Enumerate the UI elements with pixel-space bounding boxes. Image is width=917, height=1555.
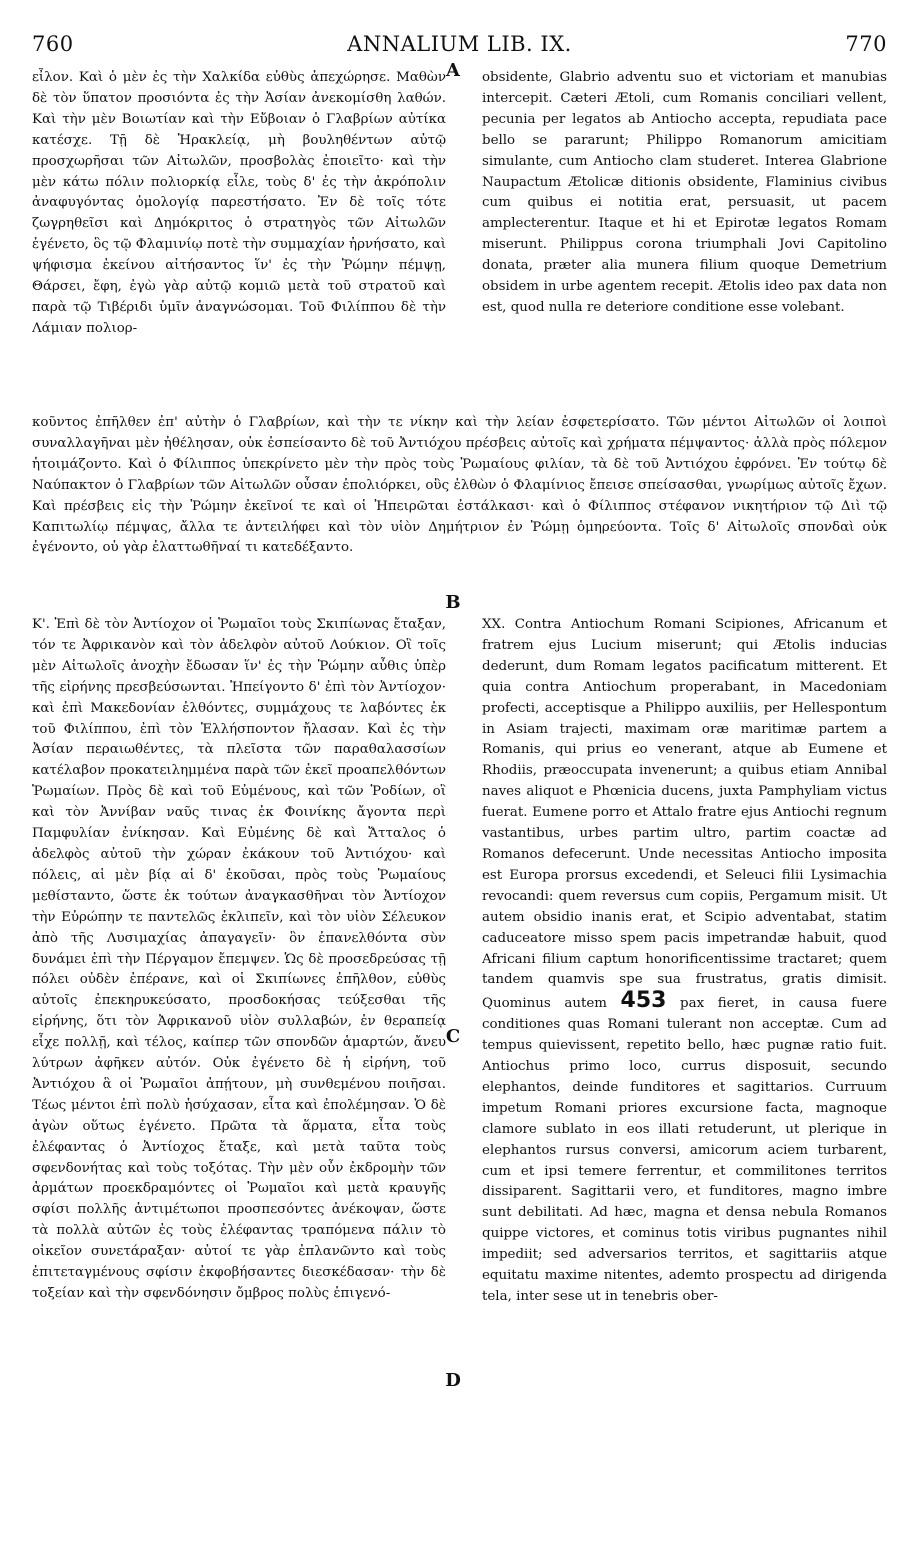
margin-letter-d: D — [445, 1370, 461, 1391]
page-number-right: 770 — [845, 32, 887, 56]
side-page-number: 453 — [620, 988, 667, 1014]
latin-paragraph: obsidente, Glabrio adventu suo et victoriam et manubias intercepit. Cæteri Ætoli, cum Romanis conciliari vellent, pecunia per legatos ab Antiocho accepta, repudiata pace bello se pararunt; Philippo Romanorum amicitiam simulante, cum Antiocho clam studeret. Interea Glabrione Naupactum Ætolicæ ditionis obsidente, Flaminius civibus cum quibus ei notitia erat, persuasit, ut pacem amplecterentur. Itaque et hi et Epirotæ legatos Romam miserunt. Philippus corona triumphali Jovi Capitolino donata, præter alia munera filium quoque Demetrium obsidem in urbe agentem recepit. Ætolis ideo pax data non est, quod nulla re deteriore conditione esse volebant. — [482, 70, 887, 315]
margin-letter-a: A — [446, 60, 460, 81]
latin-column-bottom — [482, 615, 887, 1555]
latin-chapter-20-part-a: XX. Contra Antiochum Romani Scipiones, Africanum et fratrem ejus Lucium miserunt; qui Ætolis inducias dederunt, dum Romam legatos pacificatum mitterent. Et quia contra Antiochum properabant, in Macedoniam profecti, acceptisque a Philippo auxiliis, per Hellespontum in Asiam trajecti, maximam oræ maritimæ partem a Romanis, qui prius eo venerant, atque ab Eumene et Rhodiis, præoccupata invenerunt; a quibus etiam Annibal naves aliquot e Phœnicia ducens, juxta Pamphyliam victus fuerat. Eumene porro et Attalo fratre ejus Antiochi regnum vastantibus, urbes partim ultro, partim coactæ ad Romanos defecerunt. Unde necessitas Antiocho imposita est Europa prorsus excedendi, et Seleuci filii Lysimachia revocandi: quem reversus cum copiis, Pergamum misit. Ut autem obsidio inanis erat, et Scipio adventabat, statim caduceatore misso spem pacis impetrandæ habuit, quod Africani filium captum honorificentissime tractaret; quem tandem quamvis spe sua frustratus, gratis dimisit. Quominus autem — [482, 617, 887, 1012]
greek-paragraph: εἶλον. Καὶ ὁ μὲν ἐς τὴν Χαλκίδα εὐθὺς ἀπεχώρησε. Μαθὼν δὲ τὸν ὕπατον προσιόντα ἐς τὴν Ἀσίαν ἀνεκομίσθη λαθών. Καὶ τὴν μὲν Βοιωτίαν καὶ τὴν Εὔβοιαν ὁ Γλαβρίων αὐτίκα κατέσχε. Τῇ δὲ Ἡρακλείᾳ, μὴ βουληθέντων αὐτῷ προσχωρῆσαι τῶν Αἰτωλῶν, προσβολὰς ἐποιεῖτο· καὶ τὴν μὲν κάτω πόλιν πολιορκίᾳ εἷλε, τοὺς δ' ἐς τὴν ἀκρόπολιν ἀναφυγόντας ὁμολογίᾳ παρεστήσατο. Ἐν δὲ τοῖς τότε ζωγρηθεῖσι καὶ Δημόκριτος ὁ στρατηγὸς τῶν Αἰτωλῶν ἐγένετο, ὃς τῷ Φλαμινίῳ ποτὲ τὴν συμμαχίαν ἠρνήσατο, καὶ ψήφισμα ἐκείνου αἰτήσαντος ἵν' ἐς τὴν Ῥώμην πέμψῃ, Θάρσει, ἔφη, ἐγὼ γὰρ αὐτῷ κομιῶ μετὰ τοῦ στρατοῦ καὶ παρὰ τῷ Τιβέριδι ὑμῖν ἀναγνώσομαι. Τοῦ Φιλίππου δὲ τὴν Λάμιαν πολιορ- — [32, 70, 446, 336]
top-columns — [32, 68, 887, 413]
margin-letter-c: C — [445, 1026, 461, 1047]
bottom-columns — [32, 615, 887, 1555]
greek-full-width — [32, 413, 887, 611]
page-number-left: 760 — [32, 32, 74, 56]
margin-letter-b: B — [445, 592, 461, 613]
page-header — [32, 32, 887, 62]
greek-column-top — [32, 68, 446, 413]
greek-chapter-20: Κ'. Ἐπὶ δὲ τὸν Ἀντίοχον οἱ Ῥωμαῖοι τοὺς Σκιπίωνας ἔταξαν, τόν τε Ἀφρικανὸν καὶ τὸν ἀδελφὸν αὐτοῦ Λούκιον. Οἳ τοῖς μὲν Αἰτωλοῖς ἀνοχὴν ἔδωσαν ἵν' ἐς τὴν Ῥώμην αὖθις ὑπὲρ τῆς εἰρήνης πρεσβεύσωνται. Ἠπείγοντο δ' ἐπὶ τὸν Ἀντίοχον· καὶ ἐπὶ Μακεδονίαν ἐλθόντες, συμμάχους τε λαβόντες ἐκ τοῦ Φιλίππου, ἐπὶ τὸν Ἑλλήσποντον ἤλασαν. Καὶ ἐς τὴν Ἀσίαν περαιωθέντες, τὰ πλεῖστα τῶν παραθαλασσίων κατέλαβον προκατειλημμένα παρὰ τῶν ἐκεῖ προαπελθόντων Ῥωμαίων. Πρὸς δὲ καὶ τοῦ Εὐμένους, καὶ τῶν Ῥοδίων, οἳ καὶ τὸν Ἀννίβαν ναῦς τινας ἐκ Φοινίκης ἄγοντα περὶ Παμφυλίαν ἐνίκησαν. Καὶ Εὐμένης δὲ καὶ Ἄτταλος ὁ ἀδελφὸς αὐτοῦ τὴν χώραν ἐκάκουν τοῦ Ἀντιόχου· καὶ πόλεις, αἱ μὲν βίᾳ αἱ δ' ἑκοῦσαι, πρὸς τοὺς Ῥωμαίους μεθίσταντο, ὥστε ἐκ τούτων ἀναγκασθῆναι τὸν Ἀντίοχον τὴν Εὐρώπην τε παντελῶς ἐκλιπεῖν, καὶ τὸν υἱὸν Σέλευκον ἀπὸ τῆς Λυσιμαχίας ἀπαγαγεῖν· ὃν ἐπανελθόντα σὺν δυνάμει ἐπὶ τὴν Πέργαμον ἔπεμψεν. Ὡς δὲ προσεδρεύσας τῇ πόλει οὐδὲν ἐπέρανε, καὶ οἱ Σκιπίωνες ἐπῆλθον, εὐθὺς αὐτοῖς ἐπεκηρυκεύσατο, προσδοκήσας τεύξεσθαι τῆς εἰρήνης, ὅτι τὸν Ἀφρικανοῦ υἱὸν συλλαβών, ἐν θεραπείᾳ εἶχε πολλῇ, καὶ τέλος, καίπερ τῶν σπονδῶν ἁμαρτών, ἄνευ λύτρων ἀφῆκεν αὐτόν. Οὐκ ἐγένετο δὲ ἡ εἰρήνη, τοῦ Ἀντιόχου ἃ οἱ Ῥωμαῖοι ἀπῄτουν, μὴ συνθεμένου ποιῆσαι. Τέως μέντοι ἐπὶ πολὺ ἡσύχασαν, εἶτα καὶ ἐπολέμησαν. Ὁ δὲ ἀγὼν οὕτως ἐγένετο. Πρῶτα τὰ ἅρματα, εἶτα τοὺς ἐλέφαντας ὁ Ἀντίοχος ἔταξε, καὶ μετὰ ταῦτα τοὺς σφενδονήτας καὶ τοὺς τοξότας. Τὴν μὲν οὖν ἐκδρομὴν τῶν ἁρμάτων προεκδραμόντες οἱ Ῥωμαῖοι καὶ μετὰ κραυγῆς σφίσι πολλῆς ἀντιμέτωποι προσπεσόντες ἀνέκοψαν, ὥστε τὰ πολλὰ αὐτῶν ἐς τοὺς ἐλέφαντας τραπόμενα πάλιν τὸ οἰκεῖον συνετάραξαν· αὐτοί τε γὰρ ἐπλανῶντο καὶ τοὺς ἐπιτεταγμένους σφίσιν ἐκφοβήσαντες διεσκέδασαν· τὴν δὲ τοξείαν καὶ τὴν σφενδόνησιν ὄμβρος πολὺς ἐπιγενό- — [32, 617, 446, 1301]
running-title: ANNALIUM LIB. IX. — [347, 32, 572, 56]
latin-chapter-20-part-b: pax fieret, in causa fuere conditiones quas Romani tulerant non acceptæ. Cum ad tempus quievissent, repetito bello, hæc pugnæ ratio fuit. Antiochus primo loco, currus disposuit, secundo elephantos, deinde funditores et sagittarios. Curruum impetum Romani priores excursione facta, magnoque clamore sublato in eos illati retuderunt, ut plerique in elephantos rursus conversi, amicorum aciem turbarent, cum et ipsi temere ferrentur, et commilitones territos dissiparent. Sagittarii vero, et funditores, magno imbre sunt debilitati. Ad hæc, magna et densa nebula Romanos quippe victores, et cominus totis viribus pugnantes nihil impediit; sed adversarios territos, et sagittariis atque equitatu maxime nitentes, ademto prospectu ad dirigenda tela, inter sese ut in tenebris ober- — [482, 996, 887, 1304]
greek-full-paragraph: κοῦντος ἐπῆλθεν ἐπ' αὐτὴν ὁ Γλαβρίων, καὶ τὴν τε νίκην καὶ τὴν λείαν ἐσφετερίσατο. Τῶν μέντοι Αἰτωλῶν οἱ λοιποὶ συναλλαγῆναι μὲν ἠθέλησαν, οὐκ ἐσπείσαντο δὲ τοῦ Ἀντιόχου πρέσβεις αὐτοῖς καὶ χρήματα πέμψαντος· ἀλλὰ πρὸς πόλεμον ἡτοιμάζοντο. Καὶ ὁ Φίλιππος ὑπεκρίνετο μὲν τὴν πρὸς τοὺς Ῥωμαίους φιλίαν, τὰ δὲ τοῦ Ἀντιόχου ἐφρόνει. Ἐν τούτῳ δὲ Ναύπακτον ὁ Γλαβρίων τῶν Αἰτωλῶν οὖσαν ἐπολιόρκει, οὓς ἐλθὼν ὁ Φλαμίνιος ἔπεισε σπείσασθαι, γνωρίμως αὐτοῖς ἔχων. Καὶ πρέσβεις εἰς τὴν Ῥώμην ἐκεῖνοί τε καὶ οἱ Ἠπειρῶται ἐστάλκασι· καὶ ὁ Φίλιππος στέφανον νικητήριον τῷ Διὶ τῷ Καπιτωλίῳ πέμψας, ἄλλα τε ἀντειλήφει καὶ τὸν υἱὸν Δημήτριον ἐν Ῥώμῃ ὁμηρεύοντα. Τοῖς δ' Αἰτωλοῖς σπονδαὶ οὐκ ἐγένοντο, οὐ γὰρ ἐλαττωθῆναί τι κατεδέξαντο. — [32, 415, 887, 556]
latin-column-top — [482, 68, 887, 413]
greek-column-bottom — [32, 615, 446, 1555]
latin-chapter-20 — [482, 615, 887, 1308]
